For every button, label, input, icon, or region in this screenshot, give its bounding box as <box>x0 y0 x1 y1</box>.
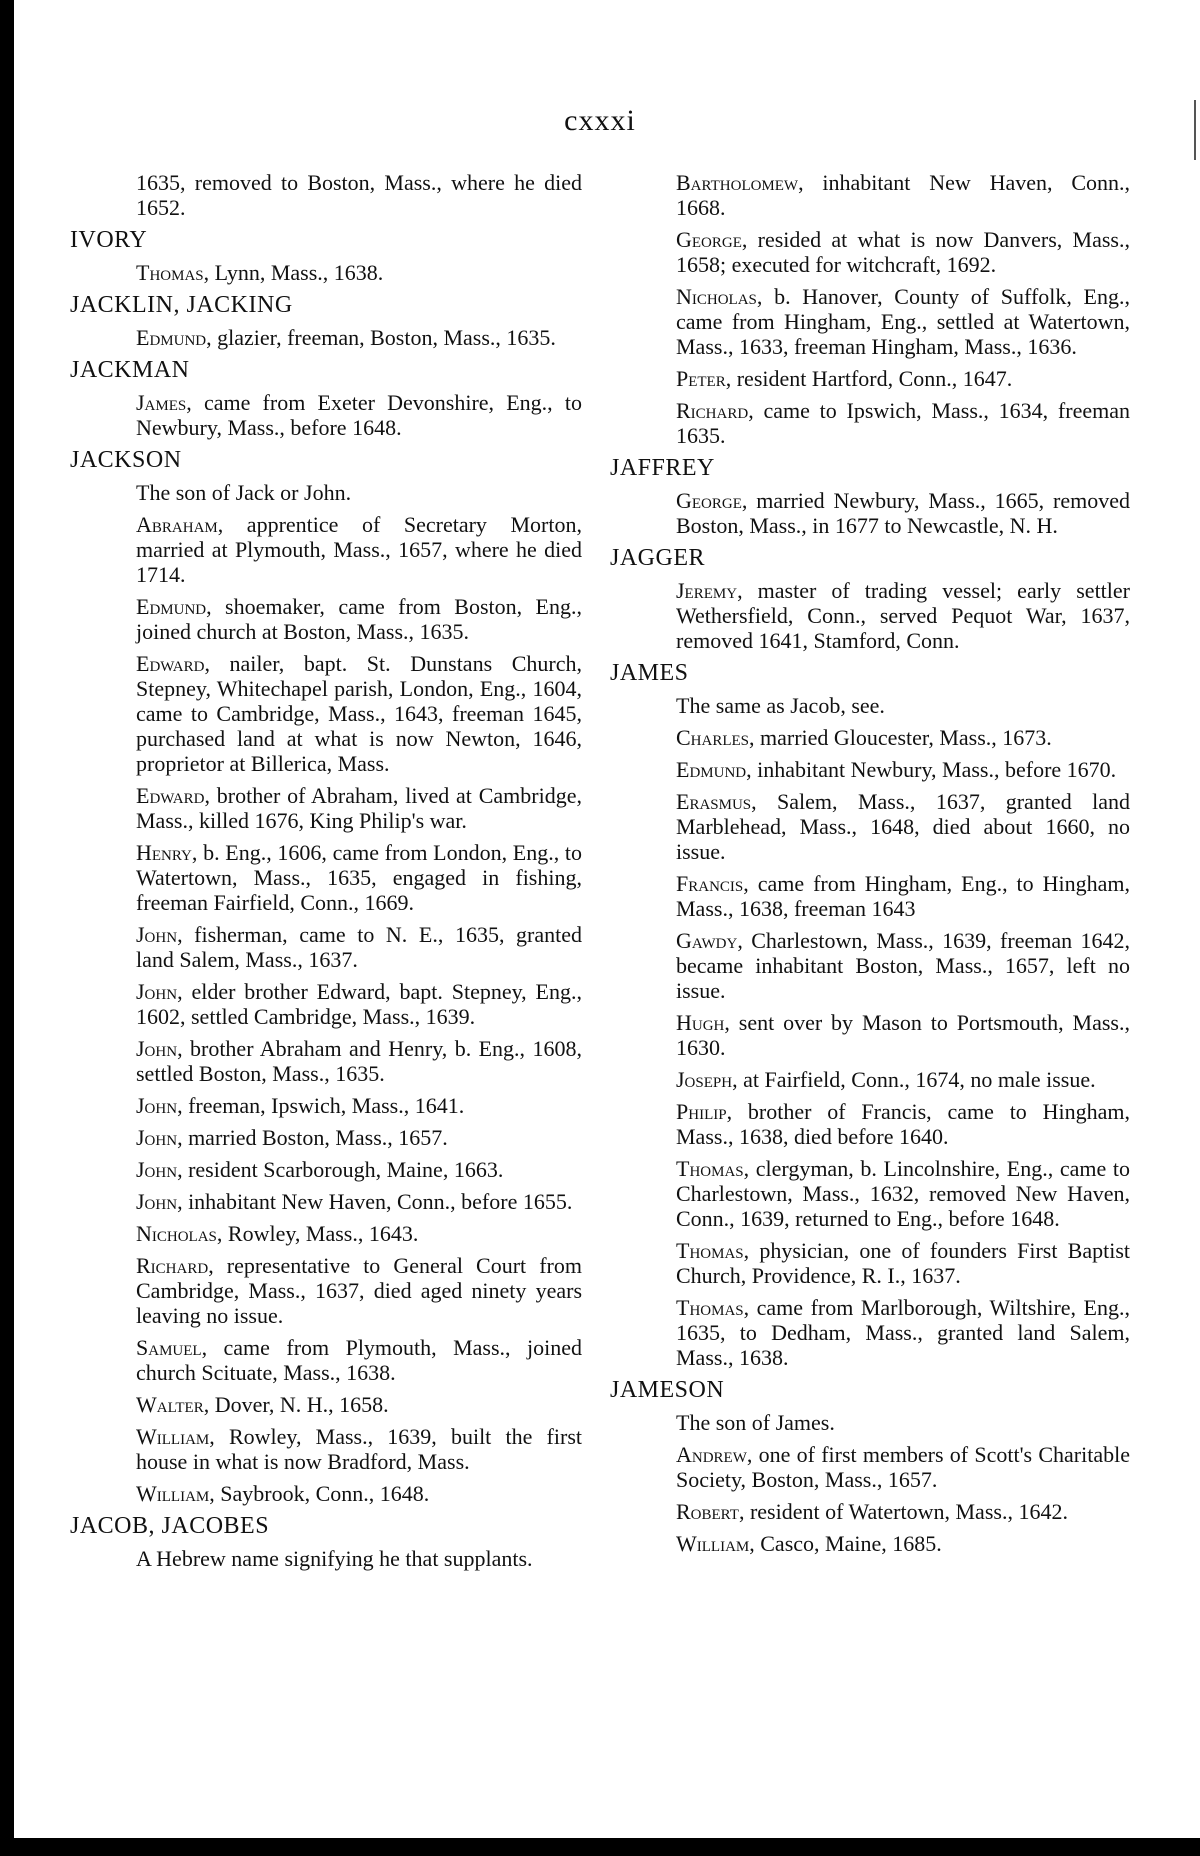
surname-heading: JACKSON <box>70 447 182 473</box>
entry-text: , elder brother Edward, bapt. Stepney, Eng., 1602, settled Cambridge, Mass., 1639. <box>136 979 582 1029</box>
name-entry <box>136 594 582 644</box>
name-entry <box>676 398 1130 448</box>
entry-text: , Dover, N. H., 1658. <box>203 1392 389 1417</box>
entry-text: , brother of Abraham, lived at Cambridge, Mass., killed 1676, King Philip's war. <box>136 783 582 833</box>
given-name: John <box>136 1125 178 1150</box>
surname-heading: JAFFREY <box>610 455 715 481</box>
entry-text: The son of Jack or John. <box>136 480 352 505</box>
entry-text: , physician, one of founders First Baptist Church, Providence, R. I., 1637. <box>676 1238 1130 1288</box>
name-entry <box>136 512 582 587</box>
name-entry <box>676 789 1130 864</box>
given-name: Thomas <box>676 1295 744 1320</box>
name-entry <box>136 1253 582 1328</box>
name-entry <box>136 1157 582 1182</box>
name-entry <box>136 922 582 972</box>
entry-text: , came from Hingham, Eng., to Hingham, Mass., 1638, freeman 1643 <box>676 871 1130 921</box>
name-entry <box>136 1424 582 1474</box>
name-entry <box>676 1156 1130 1231</box>
entry-text: , brother Abraham and Henry, b. Eng., 1608, settled Boston, Mass., 1635. <box>136 1036 582 1086</box>
given-name: Bartholomew <box>676 170 799 195</box>
given-name: Erasmus <box>676 789 752 814</box>
scan-edge-bottom <box>0 1838 1200 1856</box>
surname-heading: JACKLIN, JACKING <box>70 292 293 318</box>
surname-heading: IVORY <box>70 227 148 253</box>
given-name: Walter <box>136 1392 204 1417</box>
entry-text: , one of first members of Scott's Charitable Society, Boston, Mass., 1657. <box>676 1442 1130 1492</box>
name-entry <box>136 651 582 776</box>
entry-text: , at Fairfield, Conn., 1674, no male issue. <box>732 1067 1096 1092</box>
given-name: Jeremy <box>676 578 738 603</box>
entry-text: , inhabitant New Haven, Conn., before 1655. <box>177 1189 573 1214</box>
entry-text: , b. Eng., 1606, came from London, Eng., to Watertown, Mass., 1635, engaged in fishing, freeman Fairfield, Conn., 1669. <box>136 840 582 915</box>
entry-text: , Charlestown, Mass., 1639, freeman 1642, became inhabitant Boston, Mass., 1657, left no issue. <box>676 928 1130 1003</box>
entry-text: , resident of Watertown, Mass., 1642. <box>738 1499 1068 1524</box>
given-name: Richard <box>136 1253 209 1278</box>
entry-text: , Casco, Maine, 1685. <box>749 1531 942 1556</box>
entry-text: , glazier, freeman, Boston, Mass., 1635. <box>206 325 556 350</box>
name-entry <box>676 725 1130 750</box>
given-name: Peter <box>676 366 726 391</box>
given-name: Thomas <box>676 1156 744 1181</box>
given-name: Francis <box>676 871 744 896</box>
entry-text: , master of trading vessel; early settler Wethersfield, Conn., served Pequot War, 1637, removed 1641, Stamford, Conn. <box>676 578 1130 653</box>
given-name: William <box>136 1424 210 1449</box>
entry-text: , resident Scarborough, Maine, 1663. <box>177 1157 504 1182</box>
entry-text: A Hebrew name signifying he that supplants. <box>136 1546 533 1571</box>
name-entry <box>676 1067 1130 1092</box>
entry-text: , brother of Francis, came to Hingham, Mass., 1638, died before 1640. <box>676 1099 1130 1149</box>
given-name: Thomas <box>136 260 204 285</box>
given-name: Henry <box>136 840 192 865</box>
entry-text: , came to Ipswich, Mass., 1634, freeman 1635. <box>676 398 1130 448</box>
entry-text: , Rowley, Mass., 1639, built the first house in what is now Bradford, Mass. <box>136 1424 582 1474</box>
scan-edge-left <box>0 0 14 1856</box>
name-entry <box>136 783 582 833</box>
given-name: Charles <box>676 725 750 750</box>
name-entry <box>136 390 582 440</box>
given-name: John <box>136 1157 178 1182</box>
name-entry <box>136 1392 582 1417</box>
entry-text: , apprentice of Secretary Morton, married at Plymouth, Mass., 1657, where he died 1714. <box>136 512 582 587</box>
given-name: Richard <box>676 398 749 423</box>
given-name: Andrew <box>676 1442 747 1467</box>
name-entry <box>136 1189 582 1214</box>
given-name: Edward <box>136 783 205 808</box>
entry-text: , Lynn, Mass., 1638. <box>203 260 384 285</box>
name-entry <box>676 693 1130 718</box>
given-name: John <box>136 1189 178 1214</box>
name-entry <box>676 1099 1130 1149</box>
name-entry <box>136 260 582 285</box>
continued-entry: 1635, removed to Boston, Mass., where he died 1652. <box>136 170 582 220</box>
name-entry <box>676 928 1130 1003</box>
entry-text: , fisherman, came to N. E., 1635, granted land Salem, Mass., 1637. <box>136 922 582 972</box>
name-entry <box>676 227 1130 277</box>
entry-text: , resident Hartford, Conn., 1647. <box>725 366 1013 391</box>
entry-text: The son of James. <box>676 1410 835 1435</box>
name-entry <box>676 1238 1130 1288</box>
entry-text: , inhabitant Newbury, Mass., before 1670. <box>746 757 1117 782</box>
name-entry <box>136 1093 582 1118</box>
name-entry <box>676 1410 1130 1435</box>
given-name: John <box>136 1093 178 1118</box>
entry-text: , b. Hanover, County of Suffolk, Eng., came from Hingham, Eng., settled at Watertown, Mass., 1633, freeman Hingham, Mass., 1636. <box>676 284 1130 359</box>
entry-text: , married Gloucester, Mass., 1673. <box>749 725 1052 750</box>
given-name: Nicholas <box>136 1221 217 1246</box>
entry-text: , resided at what is now Danvers, Mass., 1658; executed for witchcraft, 1692. <box>676 227 1130 277</box>
name-entry <box>136 1546 582 1571</box>
name-entry <box>136 1036 582 1086</box>
entry-text: , freeman, Ipswich, Mass., 1641. <box>177 1093 465 1118</box>
given-name: Nicholas <box>676 284 757 309</box>
given-name: William <box>676 1531 750 1556</box>
given-name: Edmund <box>136 325 207 350</box>
given-name: Gawdy <box>676 928 738 953</box>
given-name: John <box>136 979 178 1004</box>
entry-text: , came from Exeter Devonshire, Eng., to Newbury, Mass., before 1648. <box>136 390 582 440</box>
entry-text: , came from Plymouth, Mass., joined church Scituate, Mass., 1638. <box>136 1335 582 1385</box>
given-name: Edmund <box>136 594 207 619</box>
given-name: Thomas <box>676 1238 744 1263</box>
entry-text: The same as Jacob, see. <box>676 693 885 718</box>
name-entry <box>676 1531 1130 1556</box>
name-entry <box>136 840 582 915</box>
name-entry <box>136 325 582 350</box>
page-number: cxxxi <box>564 104 636 137</box>
given-name: Robert <box>676 1499 739 1524</box>
given-name: Edward <box>136 651 205 676</box>
given-name: Joseph <box>676 1067 733 1092</box>
name-entry <box>676 284 1130 359</box>
entry-text: , representative to General Court from Cambridge, Mass., 1637, died aged ninety years leaving no issue. <box>136 1253 582 1328</box>
surname-heading: JAMESON <box>610 1377 725 1403</box>
entry-text: , nailer, bapt. St. Dunstans Church, Stepney, Whitechapel parish, London, Eng., 1604, came to Cambridge, Mass., 1643, freeman 1645, purchased land at what is now Newton, 1646, proprietor at Billerica, Mass. <box>136 651 582 776</box>
surname-heading: JACOB, JACOBES <box>70 1513 270 1539</box>
given-name: Hugh <box>676 1010 725 1035</box>
given-name: Abraham <box>136 512 218 537</box>
given-name: James <box>136 390 187 415</box>
name-entry <box>676 488 1130 538</box>
surname-heading: JAMES <box>610 660 689 686</box>
name-entry <box>676 1010 1130 1060</box>
given-name: Philip <box>676 1099 727 1124</box>
given-name: George <box>676 227 742 252</box>
entry-text: , Rowley, Mass., 1643. <box>216 1221 419 1246</box>
surname-heading: JACKMAN <box>70 357 190 383</box>
given-name: John <box>136 922 178 947</box>
given-name: George <box>676 488 742 513</box>
given-name: Samuel <box>136 1335 202 1360</box>
left-column <box>70 170 582 1578</box>
name-entry <box>676 757 1130 782</box>
entry-text: , married Boston, Mass., 1657. <box>177 1125 448 1150</box>
entry-text: , Salem, Mass., 1637, granted land Marblehead, Mass., 1648, died about 1660, no issue. <box>676 789 1130 864</box>
name-entry <box>676 1499 1130 1524</box>
entry-text: , came from Marlborough, Wiltshire, Eng., 1635, to Dedham, Mass., granted land Salem, Mass., 1638. <box>676 1295 1130 1370</box>
given-name: Edmund <box>676 757 747 782</box>
name-entry <box>136 1221 582 1246</box>
name-entry <box>676 871 1130 921</box>
given-name: John <box>136 1036 178 1061</box>
name-entry <box>676 170 1130 220</box>
name-entry <box>676 1295 1130 1370</box>
entry-text: , clergyman, b. Lincolnshire, Eng., came to Charlestown, Mass., 1632, removed New Haven, Conn., 1639, returned to Eng., before 1648. <box>676 1156 1130 1231</box>
name-entry <box>136 480 582 505</box>
given-name: William <box>136 1481 210 1506</box>
entry-text: , married Newbury, Mass., 1665, removed Boston, Mass., in 1677 to Newcastle, N. H. <box>676 488 1130 538</box>
right-column <box>610 170 1130 1563</box>
name-entry <box>136 1125 582 1150</box>
name-entry <box>676 1442 1130 1492</box>
name-entry <box>136 1481 582 1506</box>
surname-heading: JAGGER <box>610 545 706 571</box>
name-entry <box>676 366 1130 391</box>
name-entry <box>136 1335 582 1385</box>
entry-text: , Saybrook, Conn., 1648. <box>209 1481 430 1506</box>
name-entry <box>676 578 1130 653</box>
name-entry <box>136 979 582 1029</box>
entry-text: , sent over by Mason to Portsmouth, Mass., 1630. <box>676 1010 1130 1060</box>
entry-text: , inhabitant New Haven, Conn., 1668. <box>676 170 1130 220</box>
entry-text: , shoemaker, came from Boston, Eng., joined church at Boston, Mass., 1635. <box>136 594 582 644</box>
